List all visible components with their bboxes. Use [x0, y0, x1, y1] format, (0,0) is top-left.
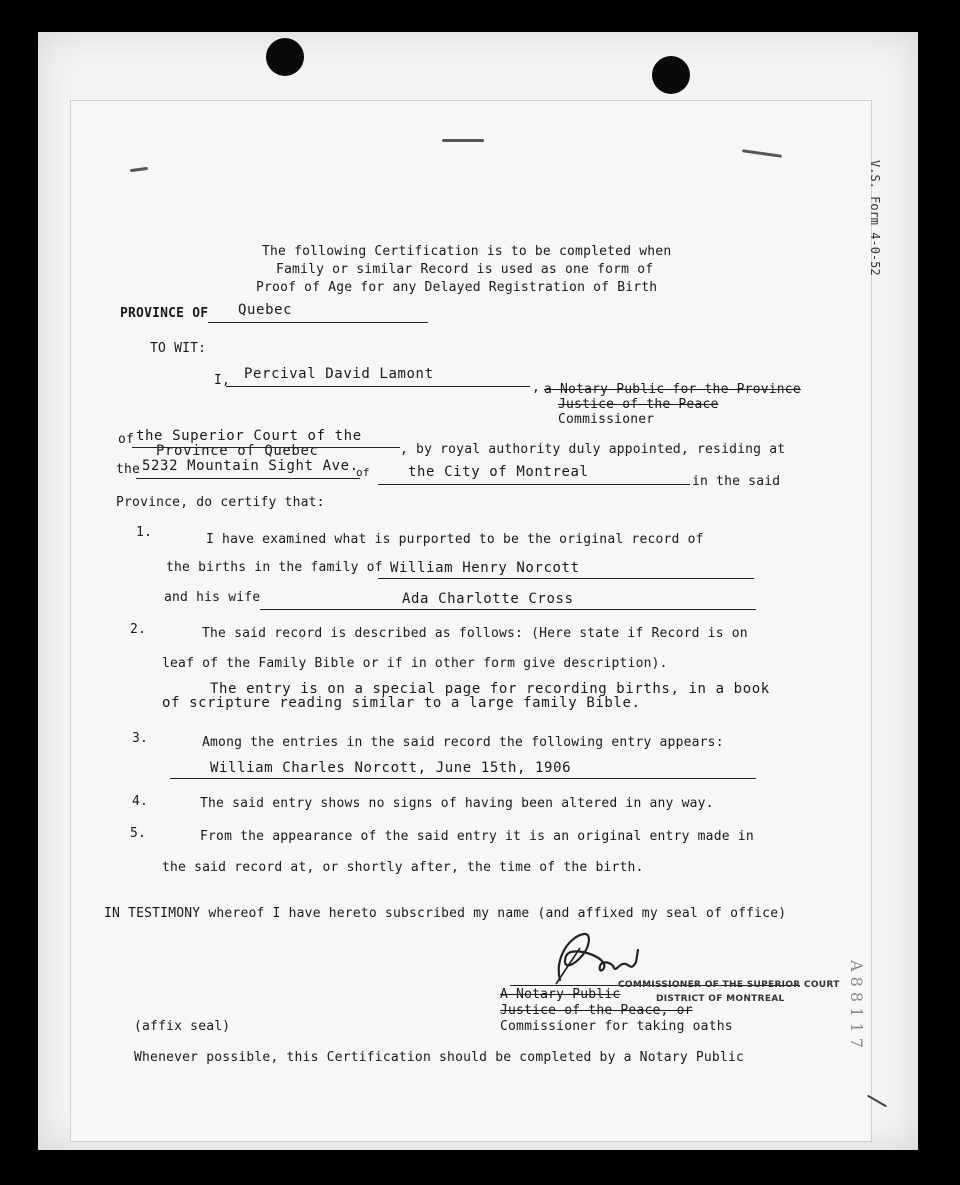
header-line: Proof of Age for any Delayed Registration of Birth	[256, 280, 658, 295]
footer-note: Whenever possible, this Certification should be completed by a Notary Public	[134, 1050, 745, 1065]
fill-line	[132, 447, 400, 448]
header-line: Family or similar Record is used as one form of	[276, 262, 654, 277]
residence-prefix: the	[116, 462, 141, 477]
record-description: The entry is on a special page for recording births, in a book	[210, 681, 770, 697]
certify-text: Province, do certify that:	[116, 495, 325, 510]
punch-hole	[652, 56, 690, 94]
to-wit-label: TO WIT:	[150, 341, 207, 356]
court-line1: the Superior Court of the	[136, 428, 362, 444]
item-number: 2.	[130, 622, 147, 637]
form-code: V.S. Form 4-0-52	[868, 160, 882, 276]
birth-entry: William Charles Norcott, June 15th, 1906	[210, 760, 572, 776]
fill-line	[260, 609, 756, 610]
fill-line	[208, 322, 428, 323]
title-commissioner: Commissioner for taking oaths	[500, 1019, 733, 1034]
item-number: 1.	[136, 525, 153, 540]
item-text: I have examined what is purported to be the original record of	[206, 532, 704, 547]
declarant-name: Percival David Lamont	[244, 366, 434, 382]
residence-address: 5232 Mountain Sight Ave.	[142, 458, 359, 474]
item-text: The said record is described as follows: (Here state if Record is on	[202, 626, 748, 641]
residence-city: the City of Montreal	[408, 464, 589, 480]
header-line: The following Certification is to be completed when	[262, 244, 672, 259]
appointed-text: , by royal authority duly appointed, residing at	[400, 442, 786, 457]
title-justice-struck: Justice of the Peace	[558, 397, 719, 412]
title-commissioner: Commissioner	[558, 412, 655, 427]
item-text: From the appearance of the said entry it is an original entry made in	[200, 829, 754, 844]
fill-line	[378, 578, 754, 579]
declarant-prefix: I,	[214, 373, 231, 388]
residence-of: of	[356, 466, 370, 479]
testimony-text: IN TESTIMONY whereof I have hereto subscribed my name (and affixed my seal of office)	[104, 906, 787, 921]
title-notary-struck: A Notary Public	[500, 987, 621, 1002]
fill-line	[226, 386, 530, 387]
title-notary-struck: a Notary Public for the Province	[544, 382, 801, 397]
staple-mark	[442, 139, 484, 142]
item-number: 5.	[130, 826, 147, 841]
item-number: 4.	[132, 794, 149, 809]
comma: ,	[532, 380, 541, 395]
residence-suffix: in the said	[692, 474, 781, 489]
punch-hole	[266, 38, 304, 76]
title-justice-struck: Justice of the Peace, or	[500, 1003, 693, 1018]
family-label: the births in the family of	[166, 560, 383, 575]
item-text: leaf of the Family Bible or if in other form give description).	[162, 656, 668, 671]
item-number: 3.	[132, 731, 149, 746]
commissioner-stamp: DISTRICT OF MONTREAL	[656, 994, 785, 1004]
court-prefix: of	[118, 432, 135, 447]
fill-line	[170, 778, 756, 779]
item-text: The said entry shows no signs of having been altered in any way.	[200, 796, 714, 811]
province-value: Quebec	[238, 302, 293, 318]
fill-line	[136, 478, 360, 479]
commissioner-stamp: COMMISSIONER OF THE SUPERIOR COURT	[618, 980, 840, 990]
record-description: of scripture reading similar to a large family Bible.	[162, 695, 641, 711]
item-text: Among the entries in the said record the following entry appears:	[202, 735, 724, 750]
fill-line	[378, 484, 690, 485]
mother-name: Ada Charlotte Cross	[402, 591, 574, 607]
affix-seal-label: (affix seal)	[134, 1019, 231, 1034]
court-line2: Province of Quebec	[156, 443, 319, 459]
margin-note: A 8 8 1 1 7	[847, 960, 866, 1048]
wife-label: and his wife	[164, 590, 261, 605]
province-label: PROVINCE OF	[120, 306, 209, 321]
item-text: the said record at, or shortly after, the time of the birth.	[162, 860, 644, 875]
father-name: William Henry Norcott	[390, 560, 580, 576]
